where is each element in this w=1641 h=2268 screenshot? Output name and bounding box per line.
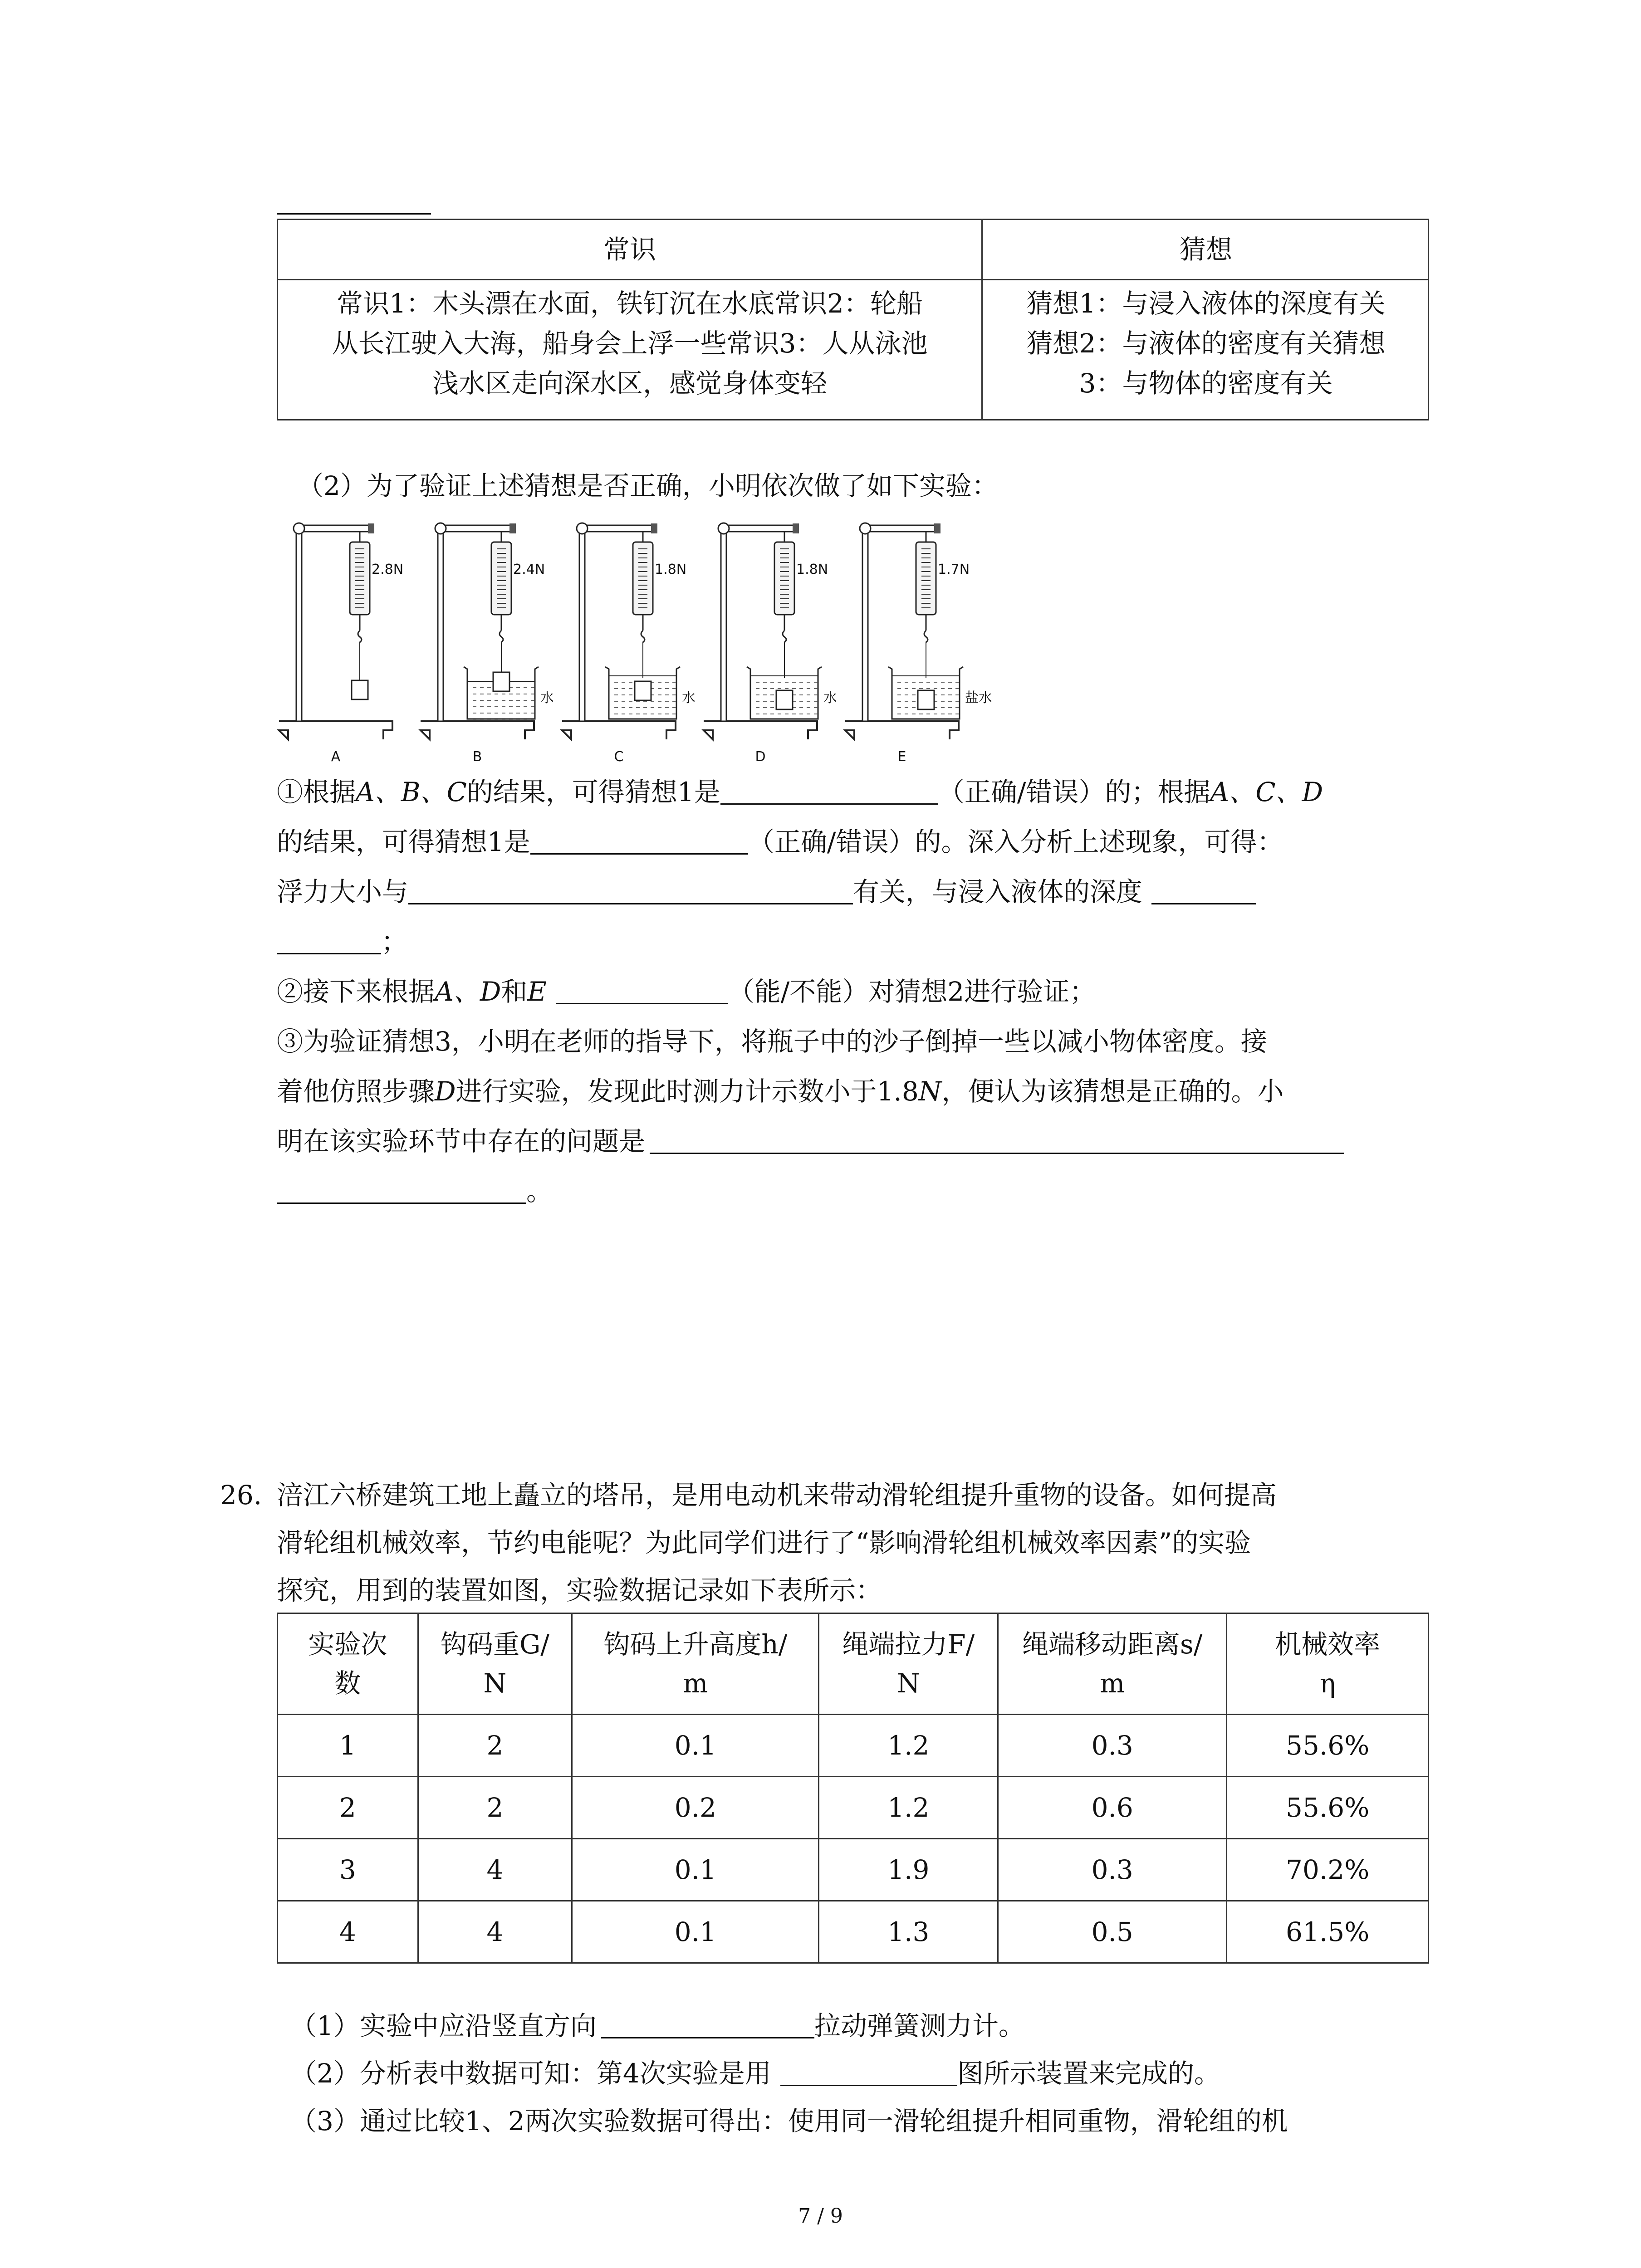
guess-line: 猜想1：与浸入液体的深度有关 [1026,288,1386,319]
common-sense-line: 常识1：木头漂在水面，铁钉沉在水底常识2：轮船 [337,288,923,319]
table-cell: 61.5% [1227,1901,1429,1963]
stand-a [279,523,403,765]
table-cell: 2 [418,1715,572,1777]
header-distance: 绳端移动距离s/ m [998,1613,1227,1715]
stand-b [421,523,554,765]
q26-line-3: 探究，用到的装置如图，实验数据记录如下表所示： [277,1575,882,1606]
header-weight: 钩码重G/ N [418,1613,572,1715]
liquid-label: 水 [540,690,554,706]
page-number: 7 / 9 [798,2204,843,2228]
common-sense-cell [283,284,977,403]
stand-label: A [331,749,341,765]
table-header-row [278,1613,1429,1715]
table-cell: 1 [278,1715,418,1777]
header-force: 绳端拉力F/ N [819,1613,998,1715]
blank-depth-relation[interactable] [1151,876,1256,904]
scale-reading: 2.8N [372,562,404,577]
stand-label: C [614,749,624,765]
q26-line-2: 滑轮组机械效率，节约电能呢？为此同学们进行了“影响滑轮组机械效率因素”的实验 [277,1527,1251,1558]
line-8: 明在该实验环节中存在的问题是 [277,1116,1344,1167]
table-cell: 2 [418,1777,572,1839]
scale-reading: 2.4N [513,562,545,577]
table-row [278,1839,1429,1901]
guess-line: 猜想2：与液体的密度有关猜想 [1026,328,1386,359]
blank-buoyancy-factor[interactable] [408,876,853,904]
header-guess: 猜想 [1179,234,1232,265]
blank-depth-relation-cont[interactable] [277,926,381,954]
table-row [278,1901,1429,1963]
table-row [278,1777,1429,1839]
blank-pull-method[interactable] [601,2010,814,2038]
table-cell: 0.1 [572,1715,819,1777]
stand-d [704,523,837,765]
header-efficiency: 机械效率 η [1227,1613,1429,1715]
liquid-label: 水 [682,690,696,706]
table-cell: 1.2 [819,1715,998,1777]
table-cell: 55.6% [1227,1777,1429,1839]
stand-label: B [472,749,482,765]
table-cell: 70.2% [1227,1839,1429,1901]
liquid-label: 水 [823,690,837,706]
table-row [278,1715,1429,1777]
sub-q3: （3）通过比较1、2两次实验数据可得出：使用同一滑轮组提升相同重物，滑轮组的机 [290,2106,1288,2136]
blank-guess1-acd[interactable] [530,826,748,855]
table-cell: 0.3 [998,1839,1227,1901]
header-common-sense: 常识 [603,234,656,265]
table-cell: 1.2 [819,1777,998,1839]
line-2: 的结果，可得猜想1是 （正确/错误）的。深入分析上述现象，可得： [277,826,1283,857]
scale-reading: 1.8N [655,562,687,577]
pulley-data-table [277,1613,1429,1964]
stand-c [562,523,696,765]
scale-reading: 1.7N [938,562,970,577]
table-cell: 55.6% [1227,1715,1429,1777]
table-cell: 1.9 [819,1839,998,1901]
table-cell: 4 [418,1901,572,1963]
header-height: 钩码上升高度h/ m [572,1613,819,1715]
line-5: ②接下来根据A、D和E （能/不能）对猜想2进行验证； [277,976,1096,1007]
line-3: 浮力大小与 有关，与浸入液体的深度 [277,866,1256,917]
table-cell: 0.2 [572,1777,819,1839]
top-rule [277,213,431,215]
q2-intro: （2）为了验证上述猜想是否正确，小明依次做了如下实验： [297,470,998,501]
line-6: ③为验证猜想3，小明在老师的指导下，将瓶子中的沙子倒掉一些以减小物体密度。接 [277,1026,1267,1057]
sub-q2: （2）分析表中数据可知：第4次实验是用 图所示装置来完成的。 [290,2058,1220,2089]
scale-reading: 1.8N [796,562,828,577]
q26-line-1: 涪江六桥建筑工地上矗立的塔吊，是用电动机来带动滑轮组提升重物的设备。如何提高 [277,1480,1277,1510]
table-cell: 0.5 [998,1901,1227,1963]
common-sense-line: 浅水区走向深水区，感觉身体变轻 [432,368,827,399]
hypothesis-table [277,219,1429,420]
blank-guess1-abc[interactable] [720,776,938,805]
stand-e [845,523,992,765]
table-cell: 4 [418,1839,572,1901]
header-trial: 实验次 数 [278,1613,418,1715]
table-cell: 0.1 [572,1901,819,1963]
common-sense-line: 从长江驶入大海，船身会上浮一些常识3：人从泳池 [332,328,928,359]
blank-problem-cont[interactable] [277,1175,526,1204]
table-cell: 2 [278,1777,418,1839]
blank-problem[interactable] [650,1125,1344,1154]
table-cell: 4 [278,1901,418,1963]
guess-cell [987,284,1425,403]
stand-label: D [755,749,766,765]
table-cell: 3 [278,1839,418,1901]
stand-label: E [897,749,906,765]
line-4: ； [277,916,407,967]
q26-number: 26. [220,1480,262,1510]
line-1: ①根据A、B、C的结果，可得猜想1是 （正确/错误）的；根据A、C、D [277,777,1323,807]
line-7: 着他仿照步骤D进行实验，发现此时测力计示数小于1.8N，便认为该猜想是正确的。小 [277,1076,1284,1107]
table-cell: 0.6 [998,1777,1227,1839]
blank-can-verify[interactable] [556,976,728,1004]
liquid-label: 盐水 [965,690,992,706]
table-cell: 0.3 [998,1715,1227,1777]
buoyancy-apparatus-figure [272,513,1007,767]
table-cell: 0.1 [572,1839,819,1901]
table-cell: 1.3 [819,1901,998,1963]
sub-q1: （1）实验中应沿竖直方向 拉动弹簧测力计。 [290,2010,1025,2041]
blank-figure-choice[interactable] [780,2058,957,2086]
line-9: 。 [277,1166,553,1217]
guess-line: 3：与物体的密度有关 [1079,368,1333,399]
